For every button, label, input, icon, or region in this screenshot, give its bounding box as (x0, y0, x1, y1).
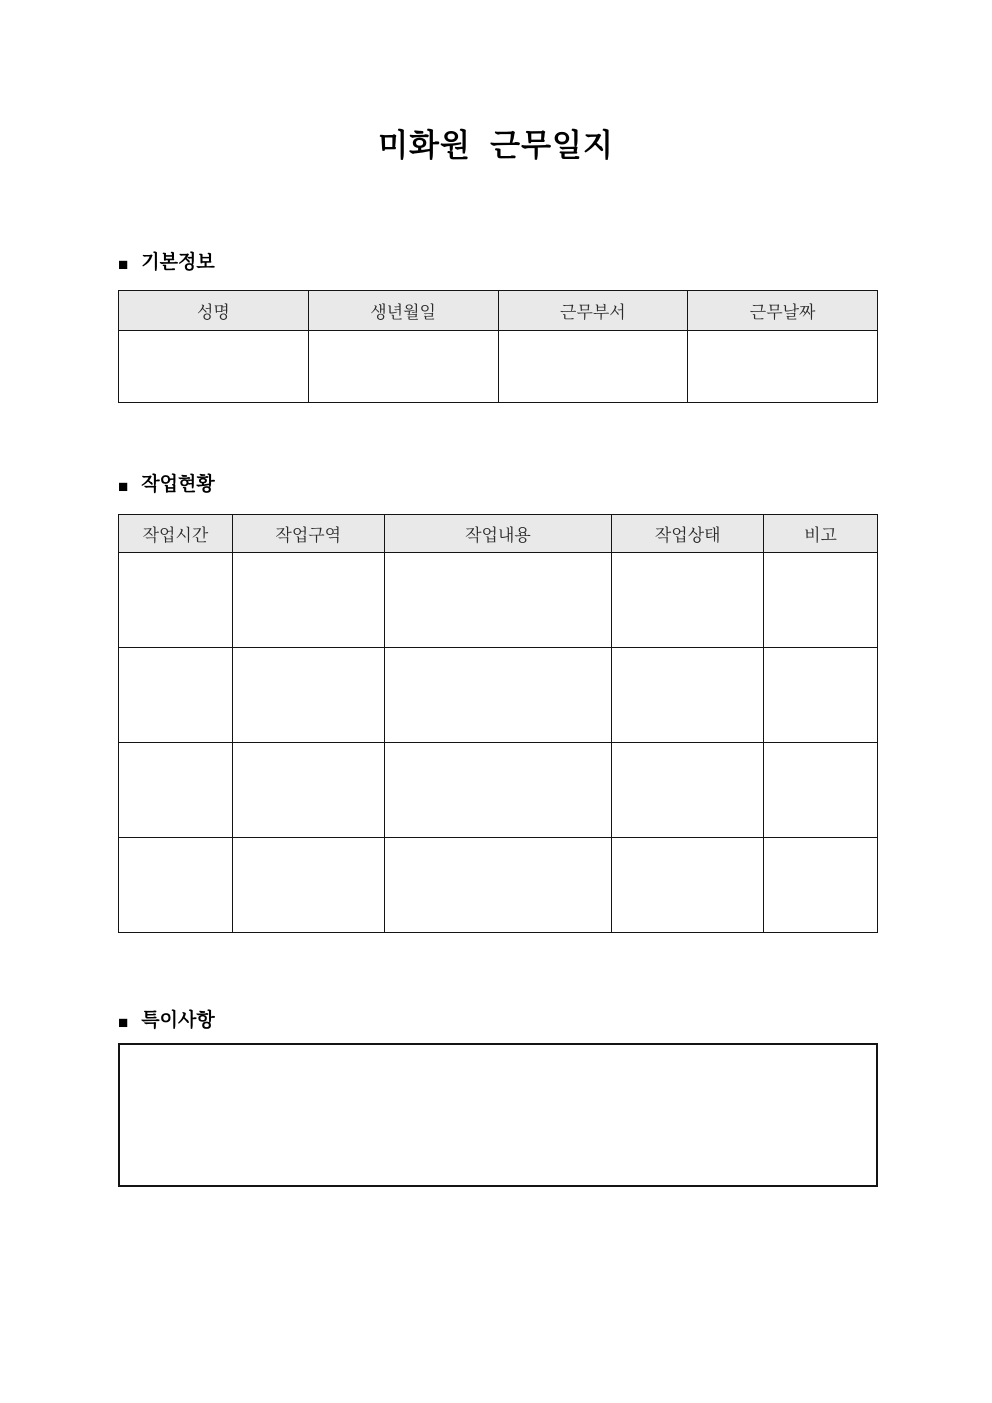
basic-info-input-row (119, 331, 878, 403)
page-title: 미화원 근무일지 (378, 128, 614, 163)
work-status-cell-state[interactable] (612, 553, 764, 648)
work-status-row (119, 743, 878, 838)
work-status-cell-remarks[interactable] (764, 648, 878, 743)
section-special-notes-label: 특이사항 (141, 1010, 215, 1031)
basic-info-header-workdate: 근무날짜 (688, 291, 878, 331)
section-bullet-icon: ■ (118, 254, 129, 274)
work-status-row (119, 553, 878, 648)
work-status-cell-time[interactable] (119, 743, 233, 838)
section-work-status (118, 474, 878, 933)
section-work-status-title (118, 474, 878, 496)
section-special-notes-title (118, 1010, 878, 1032)
work-status-header-state: 작업상태 (612, 515, 764, 553)
section-basic-info-title (118, 252, 878, 274)
basic-info-header-row (119, 291, 878, 331)
basic-info-cell-workdate[interactable] (688, 331, 878, 403)
work-status-cell-area[interactable] (232, 553, 384, 648)
work-status-header-remarks: 비고 (764, 515, 878, 553)
work-status-cell-time[interactable] (119, 553, 233, 648)
section-bullet-icon: ■ (118, 476, 129, 496)
basic-info-header-name: 성명 (119, 291, 309, 331)
work-status-header-row (119, 515, 878, 553)
work-status-cell-detail[interactable] (384, 648, 612, 743)
work-status-cell-remarks[interactable] (764, 553, 878, 648)
work-status-table (118, 514, 878, 933)
work-status-header-area: 작업구역 (232, 515, 384, 553)
work-status-row (119, 838, 878, 933)
work-status-row (119, 648, 878, 743)
section-basic-info-label: 기본정보 (141, 252, 215, 273)
work-status-cell-time[interactable] (119, 648, 233, 743)
work-status-cell-detail[interactable] (384, 838, 612, 933)
basic-info-header-department: 근무부서 (498, 291, 688, 331)
work-status-cell-detail[interactable] (384, 743, 612, 838)
work-status-cell-area[interactable] (232, 838, 384, 933)
basic-info-cell-birthdate[interactable] (308, 331, 498, 403)
document-content (118, 252, 878, 1187)
section-bullet-icon: ■ (118, 1012, 129, 1032)
section-special-notes (118, 1010, 878, 1187)
basic-info-cell-department[interactable] (498, 331, 688, 403)
work-status-cell-remarks[interactable] (764, 743, 878, 838)
basic-info-header-birthdate: 생년월일 (308, 291, 498, 331)
special-notes-input-box[interactable] (118, 1043, 878, 1187)
section-work-status-label: 작업현황 (141, 474, 215, 495)
section-basic-info (118, 252, 878, 403)
work-status-cell-state[interactable] (612, 648, 764, 743)
work-status-cell-remarks[interactable] (764, 838, 878, 933)
work-status-cell-state[interactable] (612, 743, 764, 838)
work-status-header-time: 작업시간 (119, 515, 233, 553)
work-status-cell-time[interactable] (119, 838, 233, 933)
work-status-header-detail: 작업내용 (384, 515, 612, 553)
work-status-cell-state[interactable] (612, 838, 764, 933)
work-status-cell-detail[interactable] (384, 553, 612, 648)
work-status-cell-area[interactable] (232, 648, 384, 743)
basic-info-cell-name[interactable] (119, 331, 309, 403)
work-status-cell-area[interactable] (232, 743, 384, 838)
basic-info-table (118, 290, 878, 403)
